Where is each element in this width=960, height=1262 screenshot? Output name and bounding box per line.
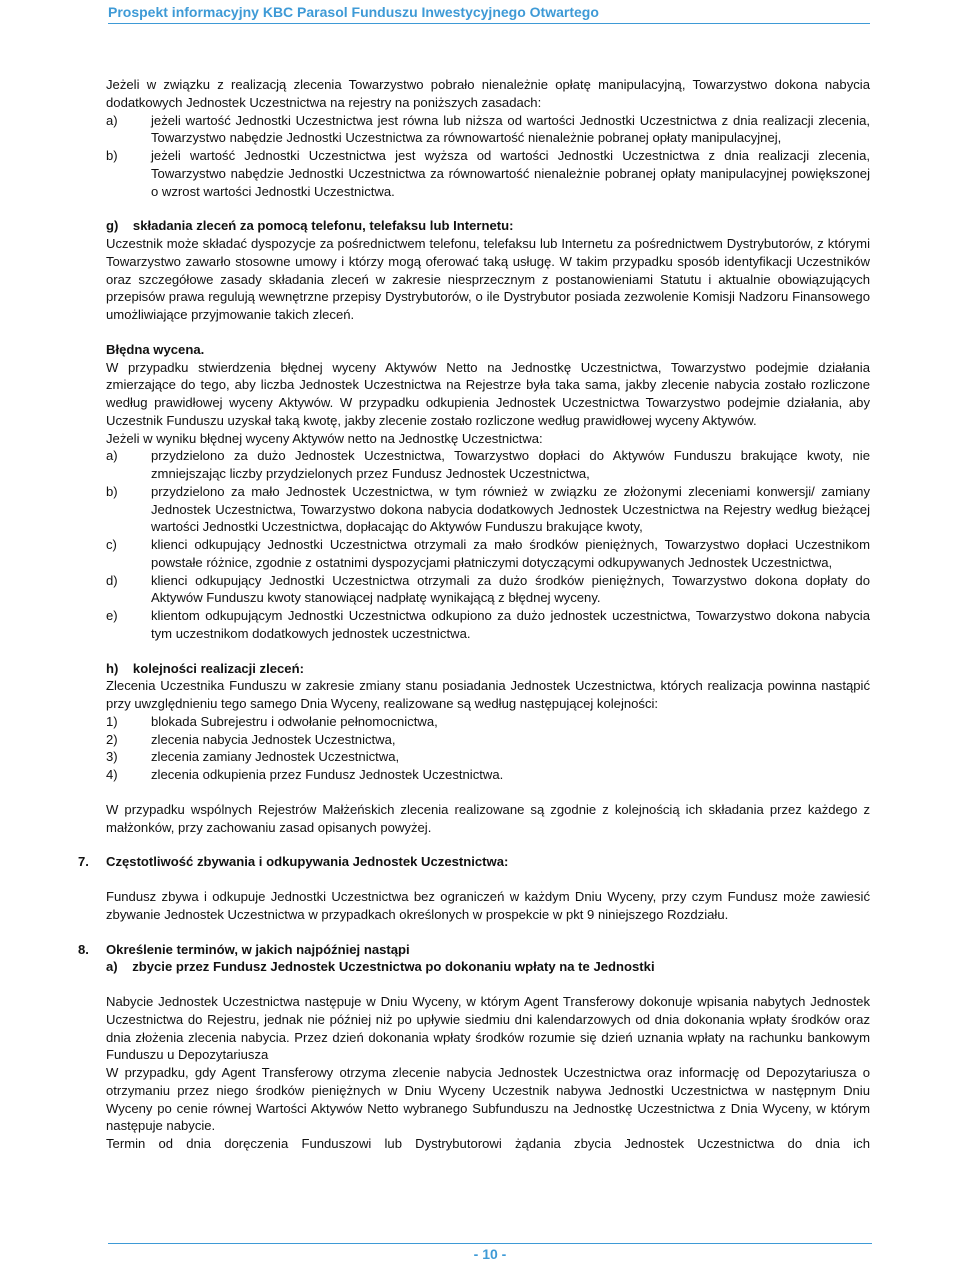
page-header [108,4,870,24]
list-marker: a) [106,448,118,464]
section-h-paragraph-2: W przypadku wspólnych Rejestrów Małżeńskich zlecenia realizowane są zgodnie z kolejnością ich składania przez każdego z małżonków, przy zachowaniu zasad opisanych powyżej. [106,801,870,835]
section-7-heading: Częstotliwość zbywania i odkupywania Jednostek Uczestnictwa: [106,854,509,870]
section-7 [78,853,870,871]
section-g-heading: g) składania zleceń za pomocą telefonu, telefaksu lub Internetu: [106,218,514,234]
list-marker: c) [106,537,117,552]
list-text: klientom odkupującym Jednostki Uczestnictwa odkupiono za dużo jednostek uczestnictwa, Towarzystwo dokona nabycia tym uczestnikom dodatkowych jednostek uczestnictwa. [151,608,870,641]
list-item [106,572,870,608]
wycena-paragraph-2: Jeżeli w wyniku błędnej wyceny Aktywów netto na Jednostkę Uczestnictwa: [106,430,543,446]
section-8-heading: Określenie terminów, w jakich najpóźniej nastąpi [106,941,410,957]
section-8-paragraph-1: Nabycie Jednostek Uczestnictwa następuje w Dniu Wyceny, w którym Agent Transferowy dokonuje wpisania nabytych Jednostek Uczestnictwa do Rejestru, jednak nie później niż po upływie siedmiu dni kalendarzowych od dnia dokonania wpłaty środków oraz dnia złożenia zlecenia nabycia. Przez dzień dokonania wpłaty środków rozumie się dzień uznania wpłaty na rachunku bankowym Funduszu u Depozytariusza [106,994,870,1063]
list-text: zlecenia zamiany Jednostek Uczestnictwa, [151,749,400,765]
wycena-heading: Błędna wycena. [106,341,205,357]
section-8 [78,941,870,959]
list-text: przydzielono za dużo Jednostek Uczestnictwa, Towarzystwo dopłaci do Aktywów Funduszu brakujące kwoty, nie zmniejszając liczby przydzielonych przez Fundusz Jednostek Uczestnictwa, [151,448,870,481]
wycena-paragraph-1: W przypadku stwierdzenia błędnej wyceny Aktywów Netto na Jednostkę Uczestnictwa, Towarzystwo podejmie działania zmierzające do tego, aby liczba Jednostek Uczestnictwa na Rejestrze była taka sama, jakby zlecenie nabycia zostało rozliczone według prawidłowej wyceny Aktywów. W przypadku odkupienia Jednostek Uczestnictwa Towarzystwo podejmie działania, aby Uczestnik Funduszu uzyskał taką kwotę, jakby zlecenie zostało rozliczone według prawidłowej wyceny Aktywów. [106,359,870,428]
list-item [106,731,870,749]
list-text: klienci odkupujący Jednostki Uczestnictwa otrzymali za dużo środków pieniężnych, Towarzystwo dokona dopłaty do Aktywów Funduszu kwoty stanowiącej nadpłatę wynikającą z błędnej wyceny. [151,572,870,606]
list-item [106,483,870,536]
list-marker: 4) [106,767,118,782]
list-text: zlecenia odkupienia przez Fundusz Jednostek Uczestnictwa. [151,767,504,782]
section-g-paragraph: Uczestnik może składać dyspozycje za pośrednictwem telefonu, telefaksu lub Internetu za pośrednictwem Dystrybutorów, z którymi Towarzystwo zawarło stosowne umowy i którzy mogą oferować taką usługę. W takim przypadku sposób identyfikacji Uczestników oraz szczegółowe zasady składania zleceń w zakresie niesprzecznym z postanowieniami Statutu i aktualnie obowiązujących przepisów prawa regulują wewnętrzne przepisy Dystrybutorów, o ile Dystrybutor posiada zezwolenie Komisji Nadzoru Finansowego umożliwiające przyjmowanie takich zleceń. [106,236,870,322]
section-8-paragraph-2: W przypadku, gdy Agent Transferowy otrzyma zlecenie nabycia Jednostek Uczestnictwa oraz informację od Depozytariusza o otrzymaniu przez niego środków pieniężnych w Dniu Wyceny Uczestnik nabywa Jednostki Uczestnictwa w następnym Dniu Wyceny po cenie równej Wartości Aktywów Netto wybranego Subfunduszu na Jednostkę Uczestnictwa z Dnia Wyceny, w którym następuje nabycie. [106,1065,870,1134]
section-7-number: 7. [78,854,89,870]
section-8-paragraph-3: Termin od dnia doręczenia Funduszowi lub Dystrybutorowi żądania zbycia Jednostek Uczestnictwa do dnia ich [106,1136,870,1151]
list-marker: b) [106,483,118,499]
list-item [106,147,870,200]
list-item [106,607,870,643]
list-text: klienci odkupujący Jednostki Uczestnictwa otrzymali za mało środków pieniężnych, Towarzystwo dopłaci Uczestnikom powstałe różnice, zgodnie z ostatnimi dyspozycjami płatniczymi dotyczącymi odkupywanych Jednostek Uczestnictwa, [151,537,870,570]
list-text: zlecenia nabycia Jednostek Uczestnictwa, [151,731,396,747]
list-marker: 2) [106,731,118,747]
list-marker: a) [106,112,118,128]
list-text: przydzielono za mało Jednostek Uczestnictwa, w tym również w związku ze złożonymi zleceniami konwersji/ zamiany Jednostek Uczestnictwa, Towarzystwo dokona nabycia dodatkowych Jednostek Uczestnictwa na Rejestry według bieżącej wartości Jednostki Uczestnictwa, dopłacając do Aktywów Funduszu brakujące kwoty, [151,483,870,535]
section-8-number: 8. [78,941,89,957]
list-marker: 3) [106,749,118,765]
list-marker: e) [106,608,118,623]
list-item [106,536,870,572]
page-number: - 10 - [473,1246,507,1262]
section-8a-heading: a) zbycie przez Fundusz Jednostek Uczestnictwa po dokonaniu wpłaty na te Jednostki [106,959,655,975]
list-item [106,748,870,766]
list-marker: b) [106,148,118,163]
section-h-heading: h) kolejności realizacji zleceń: [106,660,304,676]
list-item [106,713,870,731]
list-item [106,766,870,784]
header-title: Prospekt informacyjny KBC Parasol Funduszu Inwestycyjnego Otwartego [108,4,599,20]
list-text: blokada Subrejestru i odwołanie pełnomocnictwa, [151,713,438,729]
page-footer [108,1243,872,1262]
section-7-paragraph: Fundusz zbywa i odkupuje Jednostki Uczestnictwa bez ograniczeń w każdym Dniu Wyceny, przy czym Fundusz może zawiesić zbywanie Jednostek Uczestnictwa w przypadkach określonych w prospekcie w pkt 9 niniejszego Rozdziału. [106,889,870,922]
list-item [106,447,870,483]
list-marker: d) [106,572,118,588]
list-text: jeżeli wartość Jednostki Uczestnictwa jest wyższa od wartości Jednostki Uczestnictwa z dnia realizacji zlecenia, Towarzystwo nabędzie Jednostki Uczestnictwa za równowartość nienależnie pobranej opłaty manipulacyjnej powiększonej o wzrost wartości Jednostki Uczestnictwa. [151,148,870,199]
document-body [78,76,870,1153]
intro-paragraph: Jeżeli w związku z realizacją zlecenia Towarzystwo pobrało nienależnie opłatę manipulacyjną, Towarzystwo dokona nabycia dodatkowych Jednostek Uczestnictwa na rejestry na poniższych zasadach: [106,77,870,110]
list-item [106,112,870,148]
list-marker: 1) [106,713,118,729]
list-text: jeżeli wartość Jednostki Uczestnictwa jest równa lub niższa od wartości Jednostki Uczestnictwa z dnia realizacji zlecenia, Towarzystwo nabędzie Jednostki Uczestnictwa za równowartość nienależnie pobranej opłaty manipulacyjnej, [151,112,870,146]
section-h-paragraph: Zlecenia Uczestnika Funduszu w zakresie zmiany stanu posiadania Jednostek Uczestnictwa, których realizacja powinna nastąpić przy uwzględnieniu tego samego Dnia Wyceny, realizowane są według następującej kolejności: [106,678,870,711]
